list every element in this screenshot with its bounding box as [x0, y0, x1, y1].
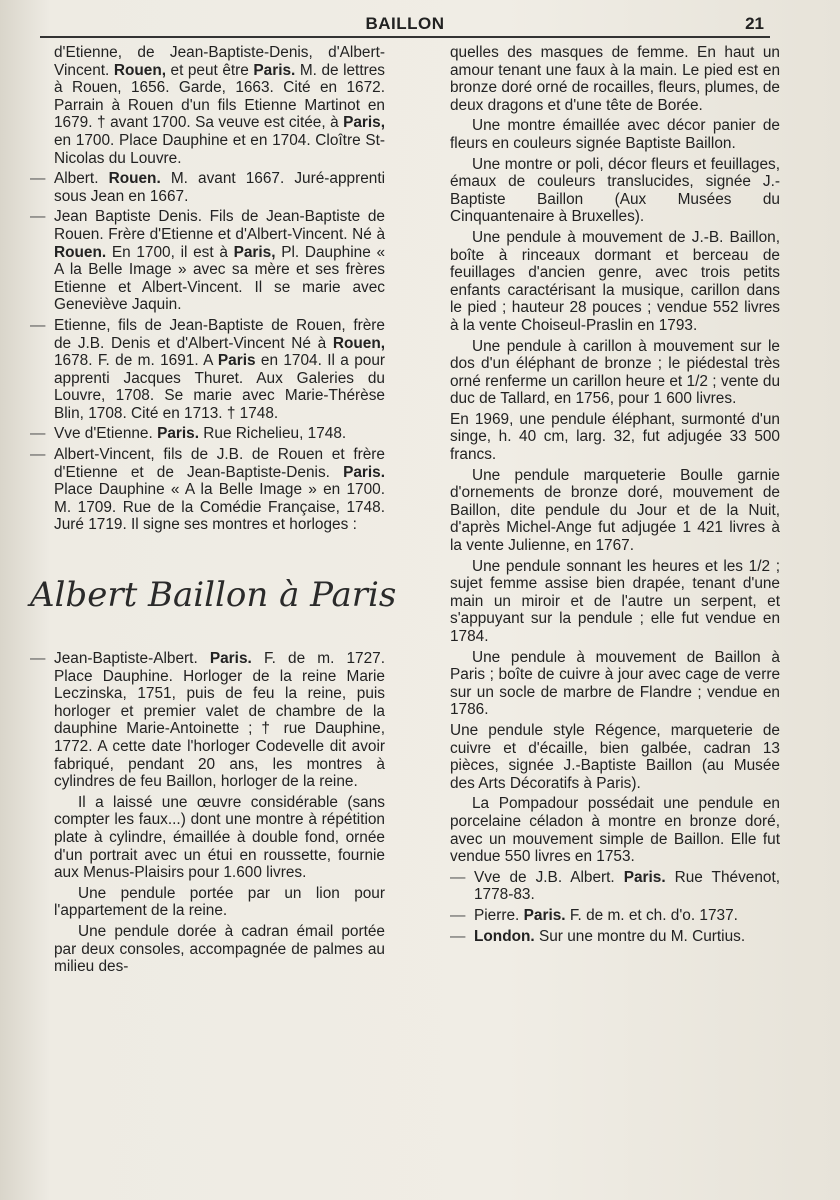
paragraph-oeuvre: Il a laissé une œuvre considérable (sans compter les faux...) dont une montre à répétition plate à cylindre, émaillée à double fond, ornée d'un portrait avec un étui en roussette, fournie aux Menus-Plaisirs pour 1.600 livres. [54, 793, 385, 882]
page-number: 21 [745, 14, 764, 33]
paragraph-pendule-lion: Une pendule portée par un lion pour l'appartement de la reine. [54, 884, 385, 920]
paragraph-pendule-regence: Une pendule style Régence, marqueterie de cuivre et d'écaille, bien galbée, cadran 13 pièces, signée J.-Baptiste Baillon (au Musée des Arts Décoratifs à Paris). [450, 721, 780, 792]
entry-vve-etienne: — Vve d'Etienne. Paris. Rue Richelieu, 1748. [30, 425, 385, 443]
left-column [30, 44, 397, 979]
page-title: BAILLON [365, 14, 445, 33]
entry-etienne-continued: d'Etienne, de Jean-Baptiste-Denis, d'Albert-Vincent. Rouen, et peut être Paris. M. de lettres à Rouen, 1656. Garde, 1663. Cité en 1672. Parrain à Rouen d'un fils Etienne Martinot en 1679. † avant 1700. Sa veuve est citée, à Paris, en 1700. Place Dauphine et en 1704. Cloître St-Nicolas du Louvre. [54, 44, 385, 167]
paragraph-masques: quelles des masques de femme. En haut un amour tenant une faux à la main. Le pied est en bronze doré orné de rocailles, fleurs, plumes, de deux dragons et d'une tête de Borée. [450, 44, 780, 114]
signature-text: Albert Baillon à Paris [30, 575, 397, 616]
paragraph-pendule-boulle: Une pendule marqueterie Boulle garnie d'ornements de bronze doré, mouvement de Baillon, dite pendule du Jour et de la Nuit, d'après Michel-Ange fut adjugée 1 421 livres à la vente Julienne, en 1767. [450, 466, 780, 555]
paragraph-pompadour: La Pompadour possédait une pendule en porcelaine céladon à montre en bronze doré, avec un mouvement simple de Baillon. Elle fut vendue 550 livres en 1753. [450, 795, 780, 866]
paragraph-pendule-carillon: Une pendule à carillon à mouvement sur le dos d'un éléphant de bronze ; le piédestal très orné renferme un carillon heure et 1/2 ; vente du duc de Tallard, en 1756, pour 1 600 livres. [450, 337, 780, 408]
paragraph-montre-or: Une montre or poli, décor fleurs et feuillages, émaux de couleurs translucides, signée J.-Baptiste Baillon (Aux Musées du Cinquantenaire à Bruxelles). [450, 155, 780, 226]
paragraph-pendule-cuivre: Une pendule à mouvement de Baillon à Paris ; boîte de cuivre à jour avec cage de verre sur un socle de marbre de Flandre ; vendue en 1786. [450, 648, 780, 719]
entry-etienne-fils: — Etienne, fils de Jean-Baptiste de Rouen, frère de J.B. Denis et d'Albert-Vincent Né à Rouen, 1678. F. de m. 1691. A Paris en 1704. Il a pour apprenti Jacques Thuret. Aux Galeries du Louvre, 1708. Se marie avec Marie-Thérèse Blin, 1708. Cité en 1713. † 1748. [30, 317, 385, 423]
paragraph-pendule-doree: Une pendule dorée à cadran émail portée par deux consoles, accompagnée de palmes au milieu des- [54, 922, 385, 976]
running-header [40, 10, 770, 38]
entry-vve-jb-albert: — Vve de J.B. Albert. Paris. Rue Thévenot, 1778-83. [450, 869, 780, 904]
entry-london: — London. Sur une montre du M. Curtius. [450, 928, 780, 946]
entry-jean-baptiste-albert: — Jean-Baptiste-Albert. Paris. F. de m. 1727. Place Dauphine. Horloger de la reine Marie Leczinska, 1751, puis de feu la reine, puis horloger et premier valet de chambre de la dauphine Marie-Antoinette ; † rue Dauphine, 1772. A cette date l'horloger Codevelle dit avoir fabriqué, pendant 20 ans, les montres à cylindres de feu Baillon, horloger de la reine. [30, 650, 385, 791]
entry-albert: — Albert. Rouen. M. avant 1667. Juré-apprenti sous Jean en 1667. [30, 170, 385, 205]
entry-pierre: — Pierre. Paris. F. de m. et ch. d'o. 1737. [450, 907, 780, 925]
signature-image [12, 548, 402, 638]
right-column [450, 44, 780, 948]
paragraph-pendule-femme: Une pendule sonnant les heures et les 1/2 ; sujet femme assise bien drapée, tenant d'une main un miroir et de l'autre un serpent, et s'appuyant sur la pendule ; elle fut vendue en 1784. [450, 557, 780, 645]
signature-graphic [12, 548, 402, 638]
paragraph-pendule-rinceaux: Une pendule à mouvement de J.-B. Baillon, boîte à rinceaux dormant et berceau de feuillages d'ancien genre, avec trois petits enfants caractérisant la musique, carillon dans le pied ; hauteur 28 pouces ; vendue 552 livres à la vente Choiseul-Praslin en 1793. [450, 228, 780, 334]
paragraph-montre-emaillee: Une montre émaillée avec décor panier de fleurs en couleurs signée Baptiste Baillon. [450, 117, 780, 152]
paragraph-pendule-elephant: En 1969, une pendule éléphant, surmonté d'un singe, h. 40 cm, larg. 32, fut adjugée 33 500 francs. [450, 410, 780, 464]
entry-albert-vincent: — Albert-Vincent, fils de J.B. de Rouen et frère d'Etienne et de Jean-Baptiste-Denis. Paris. Place Dauphine « A la Belle Image » en 1700. M. 1709. Rue de la Comédie Française, 1748. Juré 1719. Il signe ses montres et horloges : [30, 446, 385, 534]
entry-jean-baptiste-denis: — Jean Baptiste Denis. Fils de Jean-Baptiste de Rouen. Frère d'Etienne et d'Albert-Vincent. Né à Rouen. En 1700, il est à Paris, Pl. Dauphine « A la Belle Image » avec sa mère et ses frères Etienne et Albert-Vincent. Il se marie avec Geneviève Jaquin. [30, 208, 385, 314]
